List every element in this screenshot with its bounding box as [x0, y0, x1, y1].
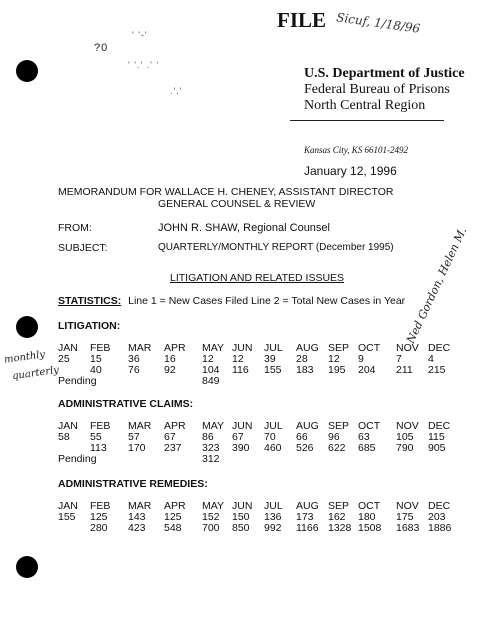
table-title: ADMINISTRATIVE REMEDIES: [58, 478, 208, 490]
line1-value: 36 [128, 353, 140, 365]
line2-value: 280 [90, 522, 108, 534]
line2-value: 170 [128, 442, 146, 454]
memo-to: MEMORANDUM FOR WALLACE H. CHENEY, ASSISTANT DIRECTOR [58, 186, 394, 198]
line1-value: 180 [358, 511, 376, 523]
line2-value: 850 [232, 522, 250, 534]
line1-value: 125 [164, 511, 182, 523]
header-rule [290, 120, 444, 121]
line1-value: 173 [296, 511, 314, 523]
margin-note-right: Ned Gordon, Helen M. [404, 225, 470, 346]
pending-label: Pending [58, 375, 97, 387]
pending-value: 312 [202, 453, 220, 465]
from-label: FROM: [58, 222, 92, 234]
line2-value: 183 [296, 364, 314, 376]
month-header: APR [164, 420, 186, 432]
line1-value: 96 [328, 431, 340, 443]
line2-value: 700 [202, 522, 220, 534]
line1-value: 115 [428, 431, 445, 443]
subject-label: SUBJECT: [58, 242, 108, 254]
month-header: MAY [202, 500, 224, 512]
month-header: JAN [58, 420, 78, 432]
line2-value: 622 [328, 442, 346, 454]
line1-value: 4 [428, 353, 434, 365]
table-title: ADMINISTRATIVE CLAIMS: [58, 398, 194, 410]
month-header: JUN [232, 500, 253, 512]
line1-value: 162 [328, 511, 346, 523]
margin-note-quarterly: quarterly [11, 364, 60, 383]
line2-value: 1886 [428, 522, 452, 534]
pending-value: 849 [202, 375, 220, 387]
line2-value: 460 [264, 442, 282, 454]
fax-artifact-1: ?0 [94, 42, 109, 54]
memo-date: January 12, 1996 [304, 164, 397, 178]
line1-value: 28 [296, 353, 308, 365]
line2-value: 1166 [296, 522, 319, 534]
line2-value: 905 [428, 442, 446, 454]
line2-value: 1683 [396, 522, 420, 534]
month-header: NOV [396, 420, 419, 432]
line1-value: 58 [58, 431, 70, 443]
line2-value: 237 [164, 442, 182, 454]
line2-value: 1328 [328, 522, 352, 534]
month-header: SEP [328, 342, 350, 354]
line1-value: 152 [202, 511, 220, 523]
month-header: JUN [232, 342, 253, 354]
line2-value: 215 [428, 364, 446, 376]
fax-artifact-4: .'.' [170, 86, 183, 96]
statistics-label: STATISTICS: [58, 295, 122, 307]
file-stamp: FILE [277, 8, 327, 32]
month-header: APR [164, 342, 186, 354]
line1-value: 150 [232, 511, 250, 523]
line1-value: 7 [396, 353, 402, 365]
month-header: DEC [428, 342, 451, 354]
line1-value: 12 [328, 353, 340, 365]
month-header: MAR [128, 500, 152, 512]
fax-artifact-2: ' '-' [132, 30, 148, 40]
line2-value: 790 [396, 442, 414, 454]
from-value: JOHN R. SHAW, Regional Counsel [158, 222, 330, 234]
margin-note-monthly: monthly [3, 349, 46, 366]
line2-value: 104 [202, 364, 220, 376]
line2-value: 548 [164, 522, 182, 534]
month-header: FEB [90, 342, 111, 354]
month-header: NOV [396, 500, 419, 512]
region-name: North Central Region [304, 98, 426, 113]
month-header: FEB [90, 420, 111, 432]
line2-value: 992 [264, 522, 282, 534]
month-header: NOV [396, 342, 419, 354]
line2-value: 195 [328, 364, 346, 376]
month-header: OCT [358, 342, 381, 354]
line1-value: 67 [232, 431, 244, 443]
line2-value: 685 [358, 442, 376, 454]
line1-value: 25 [58, 353, 70, 365]
month-header: JUL [264, 420, 283, 432]
month-header: OCT [358, 500, 381, 512]
month-header: JAN [58, 342, 78, 354]
punch-hole-middle [16, 316, 38, 338]
fax-artifact-3: ' '.' .' ' [128, 60, 160, 70]
line1-value: 66 [296, 431, 308, 443]
bureau-name: Federal Bureau of Prisons [304, 82, 450, 97]
line2-value: 390 [232, 442, 250, 454]
month-header: FEB [90, 500, 111, 512]
line1-value: 155 [58, 511, 76, 523]
month-header: MAY [202, 342, 224, 354]
line1-value: 136 [264, 511, 282, 523]
line1-value: 12 [232, 353, 244, 365]
month-header: AUG [296, 342, 319, 354]
month-header: SEP [328, 500, 350, 512]
month-header: JUL [264, 342, 283, 354]
line2-value: 526 [296, 442, 314, 454]
statistics-legend: Line 1 = New Cases Filed Line 2 = Total New Cases in Year [128, 295, 406, 307]
line1-value: 105 [396, 431, 414, 443]
section-title: LITIGATION AND RELATED ISSUES [170, 272, 345, 284]
line1-value: 55 [90, 431, 102, 443]
line1-value: 15 [90, 353, 102, 365]
line2-value: 116 [232, 364, 249, 376]
line2-value: 323 [202, 442, 220, 454]
line2-value: 76 [128, 364, 140, 376]
location-line: Kansas City, KS 66101-2492 [304, 145, 409, 155]
line1-value: 63 [358, 431, 370, 443]
month-header: DEC [428, 420, 451, 432]
month-header: SEP [328, 420, 350, 432]
month-header: AUG [296, 500, 319, 512]
line1-value: 9 [358, 353, 364, 365]
month-header: DEC [428, 500, 451, 512]
line1-value: 12 [202, 353, 214, 365]
punch-hole-top [16, 60, 38, 82]
line2-value: 40 [90, 364, 102, 376]
month-header: MAR [128, 342, 152, 354]
line1-value: 86 [202, 431, 214, 443]
line2-value: 113 [90, 442, 107, 454]
month-header: OCT [358, 420, 381, 432]
line2-value: 204 [358, 364, 376, 376]
line2-value: 155 [264, 364, 282, 376]
month-header: JAN [58, 500, 78, 512]
month-header: JUL [264, 500, 283, 512]
month-header: JUN [232, 420, 253, 432]
month-header: APR [164, 500, 186, 512]
line1-value: 57 [128, 431, 140, 443]
agency-name: U.S. Department of Justice [304, 66, 465, 81]
line2-value: 423 [128, 522, 146, 534]
line1-value: 67 [164, 431, 176, 443]
month-header: AUG [296, 420, 319, 432]
line1-value: 203 [428, 511, 446, 523]
subject-value: QUARTERLY/MONTHLY REPORT (December 1995) [158, 242, 394, 253]
memo-to-office: GENERAL COUNSEL & REVIEW [158, 198, 316, 210]
month-header: MAR [128, 420, 152, 432]
table-title: LITIGATION: [58, 320, 121, 332]
statistics-line [58, 295, 405, 307]
line1-value: 16 [164, 353, 176, 365]
line2-value: 211 [396, 364, 413, 376]
line1-value: 143 [128, 511, 146, 523]
line1-value: 175 [396, 511, 414, 523]
pending-label: Pending [58, 453, 97, 465]
file-scribble: Sicuf, 1/18/96 [335, 10, 421, 36]
line2-value: 1508 [358, 522, 382, 534]
line1-value: 39 [264, 353, 276, 365]
punch-hole-bottom [16, 556, 38, 578]
line1-value: 70 [264, 431, 276, 443]
line2-value: 92 [164, 364, 176, 376]
month-header: MAY [202, 420, 224, 432]
line1-value: 125 [90, 511, 108, 523]
